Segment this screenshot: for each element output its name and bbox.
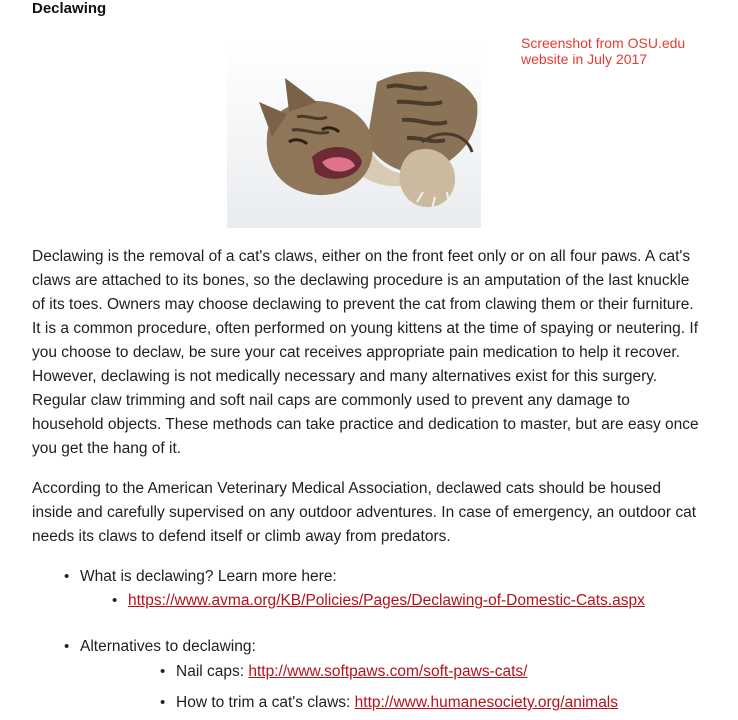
section-heading: Declawing	[32, 0, 107, 17]
list-item	[176, 661, 527, 683]
screenshot-annotation	[521, 35, 721, 67]
list-item	[128, 590, 645, 612]
list-item	[80, 636, 256, 658]
list-item	[80, 566, 337, 588]
avma-link[interactable]: https://www.avma.org/KB/Policies/Pages/Declawing-of-Domestic-Cats.aspx	[128, 592, 645, 609]
list-item-text: Alternatives to declawing:	[80, 638, 256, 655]
annotation-line-2: website in July 2017	[521, 51, 648, 67]
paragraph-avma-guidance: According to the American Veterinary Medical Association, declawed cats should be housed inside and carefully supervised on any outdoor adventures. In case of emergency, an outdoor cat needs its claws to defend itself or climb away from predators.	[32, 480, 697, 545]
list-item-label: How to trim a cat's claws:	[176, 694, 355, 711]
softpaws-link[interactable]: http://www.softpaws.com/soft-paws-cats/	[248, 663, 528, 680]
cat-photo	[227, 42, 481, 228]
annotation-line-1: Screenshot from OSU.edu	[521, 35, 686, 51]
humanesociety-link[interactable]: http://www.humanesociety.org/animals	[354, 694, 619, 711]
list-item-text: What is declawing? Learn more here:	[80, 568, 337, 585]
paragraph-declawing-overview: Declawing is the removal of a cat's claws, either on the front feet only or on all four paws. A cat's claws are attached to its bones, so the declawing procedure is an amputation of the last knuckle of its toes. Owners may choose declawing to prevent the cat from clawing them or their furniture. It is a common procedure, often performed on young kittens at the time of spaying or neutering. If you choose to declaw, be sure your cat receives appropriate pain medication to help it recover. However, declawing is not medically necessary and many alternatives exist for this surgery. Regular claw trimming and soft nail caps are commonly used to prevent any damage to household objects. These methods can take practice and dedication to master, but are easy once you get the hang of it.	[32, 248, 699, 457]
list-item	[176, 692, 618, 714]
list-item-label: Nail caps:	[176, 663, 249, 680]
